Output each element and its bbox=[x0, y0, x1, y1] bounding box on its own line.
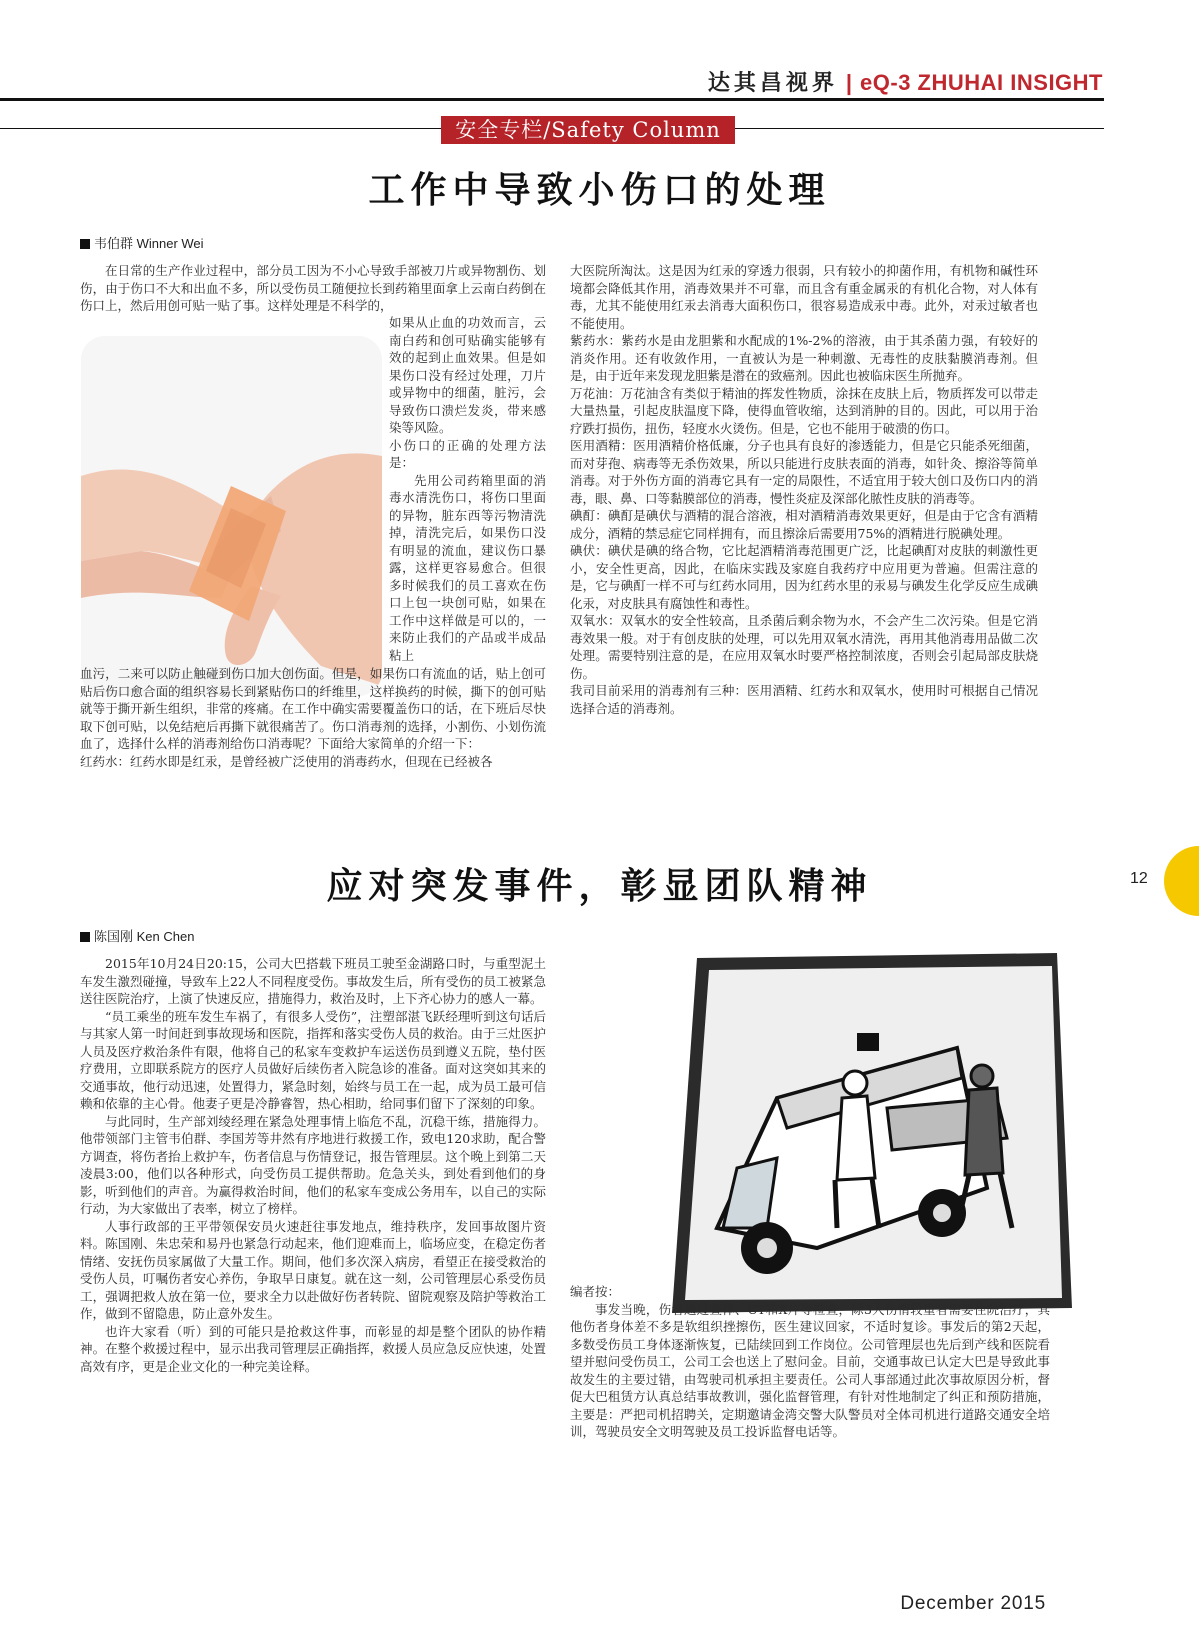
article2-left-p5: 也许大家看（听）到的可能只是抢救这件事，而彰显的却是整个团队的协作精神。在整个救援过程中，显示出我司管理层正确指挥，救援人员应急反应快速，处置高效有序，更是企业文化的一种完美诠释。 bbox=[80, 1323, 546, 1374]
footer-date: December 2015 bbox=[900, 1593, 1046, 1614]
article1-wrap-column bbox=[389, 314, 546, 664]
article1-right-p2: 紫药水：紫药水是由龙胆紫和水配成的1%-2%的溶液，由于其杀菌力强，有较好的消炎作用。还有收敛作用，一直被认为是一种刺激、无毒性的皮肤黏膜消毒剂。但是，由于近年来发现龙胆紫是潜在的致癌剂。因此也被临床医生所抛弃。 bbox=[570, 333, 1038, 383]
article1-wrap-p3: 先用公司药箱里面的消毒水清洗伤口，将伤口里面的异物，脏东西等污物清洗掉，清洗完后，如果伤口没有明显的流血，建议伤口暴露，这样更容易愈合。但很多时候我们的员工喜欢在伤口上包一块创可贴，如果在工作中这样做是可以的，一来防止我们的产品或半成品粘上 bbox=[389, 472, 546, 663]
article2-author-name: 陈国刚 Ken Chen bbox=[94, 929, 195, 944]
masthead bbox=[708, 66, 1103, 97]
article2-left-p3: 与此同时，生产部刘绫经理在紧急处理事情上临危不乱，沉稳干练，措施得力。他带领部门主管韦伯群、李国芳等井然有序地进行救援工作，致电120求助，配合警方调查，将伤者抬上救护车，伤者信息与伤情登记，报告管理层。这个晚上到第二天凌晨3:00，他们以各种形式，向受伤员工提供帮助。危急关头，到处看到他们的身影，听到他们的声音。为赢得救治时间，他们的私家车变成公务用车，以自己的实际行动，为大家做出了表率，树立了榜样。 bbox=[80, 1113, 546, 1216]
article1-left-intro bbox=[80, 262, 546, 315]
article1-left-p2: 血污，二来可以防止触碰到伤口加大创伤面。但是，如果伤口有流血的话，贴上创可贴后伤口愈合面的组织容易长到紧贴伤口的纤维里，这样换药的时候，撕下的创可贴就等于撕开新生组织，非常的疼痛。在工作中确实需要覆盖伤口的话，在下班后尽快取下创可贴，以免结疤后再撕下就很痛苦了。伤口消毒剂的选择，小割伤、小划伤流血了，选择什么样的消毒剂给伤口消毒呢？下面给大家简单的介绍一下： bbox=[80, 666, 546, 751]
header-rule-thick bbox=[0, 98, 1104, 101]
article1-title: 工作中导致小伤口的处理 bbox=[368, 169, 831, 211]
article1-right-p6: 碘伏：碘伏是碘的络合物，它比起酒精消毒范围更广泛，比起碘酊对皮肤的刺激性更小，安全性更高，因此，在临床实践及家庭自我药疗中应用更为普遍。但需注意的是，它与碘酊一样不可与红药水同用，因为红药水里的汞易与碘发生化学反应生成碘化汞，对皮肤具有腐蚀性和毒性。 bbox=[570, 543, 1038, 611]
article1-right-column bbox=[570, 262, 1038, 717]
article1-wrap-p1: 如果从止血的功效而言，云南白药和创可贴确实能够有效的起到止血效果。但是如果伤口没有经过处理，刀片或异物中的细菌，脏污，会导致伤口溃烂发炎，带来感染等风险。 bbox=[389, 315, 546, 435]
article1-author-name: 韦伯群 Winner Wei bbox=[94, 236, 204, 251]
article1-right-p4: 医用酒精：医用酒精价格低廉，分子也具有良好的渗透能力，但是它只能杀死细菌，而对芽孢、病毒等无杀伤效果，所以只能进行皮肤表面的消毒，如针灸、擦浴等简单消毒。对于外伤方面的消毒它具有一定的局限性，不适宜用于较大创口及伤口内的消毒，眼、鼻、口等黏膜部位的消毒，慢性炎症及深部化脓性皮肤的消毒等。 bbox=[570, 438, 1038, 506]
editor-note-text: 事发当晚，伤者通过查体、CT和X片等检查，除3人伤情较重者需要住院治疗，其他伤者身体差不多是软组织挫擦伤，医生建议回家，不适时复诊。事发后的第2天起，多数受伤员工身体逐渐恢复，已陆续回到工作岗位。公司管理层也先后到产线和医院看望并慰问受伤员工，公司工会也送上了慰问金。目前，交通事故已认定大巴是导致此事故发生的主要过错，由驾驶司机承担主要责任。公司人事部通过此次事故原因分析，督促大巴租赁方认真总结事故教训，强化监督管理，有针对性地制定了纠正和预防措施，主要是：严把司机招聘关，定期邀请金湾交警大队警员对全体司机进行道路交通安全培训，驾驶员安全文明驾驶及员工投诉监督电话等。 bbox=[570, 1301, 1050, 1439]
article1-left-p1: 在日常的生产作业过程中，部分员工因为不小心导致手部被刀片或异物割伤、划伤，由于伤口不大和出血不多，所以受伤员工随便拉长到药箱里面拿上云南白药倒在伤口上，然后用创可贴一贴了事。这样处理是不科学的， bbox=[80, 263, 546, 313]
article1-right-p1: 大医院所淘汰。这是因为红汞的穿透力很弱，只有较小的抑菌作用，有机物和碱性环境都会降低其作用，消毒效果并不可靠，而且含有重金属汞的有机化合物，对人体有毒，尤其不能使用红汞去消毒大面积伤口，很容易造成汞中毒。此外，对汞过敏者也不能使用。 bbox=[570, 263, 1038, 331]
editor-note bbox=[570, 1283, 1050, 1441]
article1-right-p7: 双氧水：双氧水的安全性较高，且杀菌后剩余物为水，不会产生二次污染。但是它消毒效果一般。对于有创皮肤的处理，可以先用双氧水清洗，再用其他消毒用品做二次处理。需要特别注意的是，在应用双氧水时要严格控制浓度，否则会引起局部皮肤烧伤。 bbox=[570, 613, 1038, 681]
editor-note-label: 编者按： bbox=[570, 1284, 621, 1299]
article1-left-p3: 红药水：红药水即是红汞，是曾经被广泛使用的消毒药水，但现在已经被各 bbox=[80, 753, 493, 769]
hands-applying-bandage-image bbox=[81, 336, 382, 696]
author-bullet-icon bbox=[80, 932, 90, 942]
article2-title: 应对突发事件，彰显团队精神 bbox=[326, 865, 873, 907]
brand-en: eQ-3 ZHUHAI INSIGHT bbox=[860, 70, 1103, 95]
article2-left-p4: 人事行政部的王平带领保安员火速赶往事发地点，维持秩序，发回事故图片资料。陈国刚、朱忠荣和易丹也紧急行动起来，他们迎难而上，临场应变，在稳定伤者情绪、安抚伤员家属做了大量工作。期间，他们多次深入病房，看望正在接受救治的受伤人员，叮嘱伤者安心养伤，争取早日康复。就在这一刻，公司管理层心系受伤员工，强调把救人放在第一位，要求全力以赴做好伤者转院、留院观察及陪护等救治工作，做到不留隐患，防止意外发生。 bbox=[80, 1218, 546, 1321]
article2-left-p1: 2015年10月24日20:15，公司大巴搭载下班员工驶至金湖路口时，与重型泥土车发生激烈碰撞，导致车上22人不同程度受伤。事故发生后，所有受伤的员工被紧急送往医院治疗，上演了快速反应，措施得力，救治及时，上下齐心协力的感人一幕。 bbox=[80, 956, 546, 1006]
ambulance-rescue-image bbox=[657, 928, 1087, 1328]
article1-right-p3: 万花油：万花油含有类似于精油的挥发性物质，涂抹在皮肤上后，物质挥发可以带走大量热量，引起皮肤温度下降，使得血管收缩，达到消肿的目的。因此，可以用于治疗跌打损伤，扭伤，轻度水火烫伤。但是，它也不能用于破溃的伤口。 bbox=[570, 385, 1038, 436]
article2-author bbox=[80, 926, 194, 945]
page-number: 12 bbox=[1130, 870, 1148, 887]
article2-left-column bbox=[80, 955, 546, 1375]
article1-right-p8: 我司目前采用的消毒剂有三种：医用酒精、红药水和双氧水，使用时可根据自己情况选择合适的消毒剂。 bbox=[570, 683, 1038, 716]
ambulance-illustration bbox=[657, 928, 1087, 1328]
article1-left-lower bbox=[80, 665, 546, 770]
article1-right-p5: 碘酊：碘酊是碘伏与酒精的混合溶液，相对酒精消毒效果更好，但是由于它含有酒精成分，酒精的禁忌症它同样拥有，而且擦涂后需要用75%的酒精进行脱碘处理。 bbox=[570, 508, 1038, 541]
article2-left-p2: “员工乘坐的班车发生车祸了，有很多人受伤”，注塑部湛飞跃经理听到这句话后与其家人第一时间赶到事故现场和医院，指挥和落实受伤人员的救治。由于三灶医护人员及医疗救治条件有限，他将自己的私家车变救护车运送伤员到遵义五院，垫付医疗费用，立即联系院方的医疗人员做好后续伤者入院急诊的准备。面对这突如其来的交通事故，他行动迅速，处置得力，紧急时刻，始终与员工在一起，成为员工最可信赖和依靠的主心骨。他妻子更是冷静睿智，热心相助，给同事们留下了深刻的印象。 bbox=[80, 1008, 546, 1111]
brand-separator: | bbox=[845, 70, 853, 95]
brand-cn: 达其昌视界 bbox=[707, 70, 838, 96]
author-bullet-icon bbox=[80, 239, 90, 249]
article1-author bbox=[80, 233, 204, 252]
column-label: 安全专栏/Safety Column bbox=[441, 116, 735, 144]
bandage-photo bbox=[81, 336, 382, 696]
article1-wrap-p2: 小伤口的正确的处理方法是： bbox=[389, 437, 546, 470]
